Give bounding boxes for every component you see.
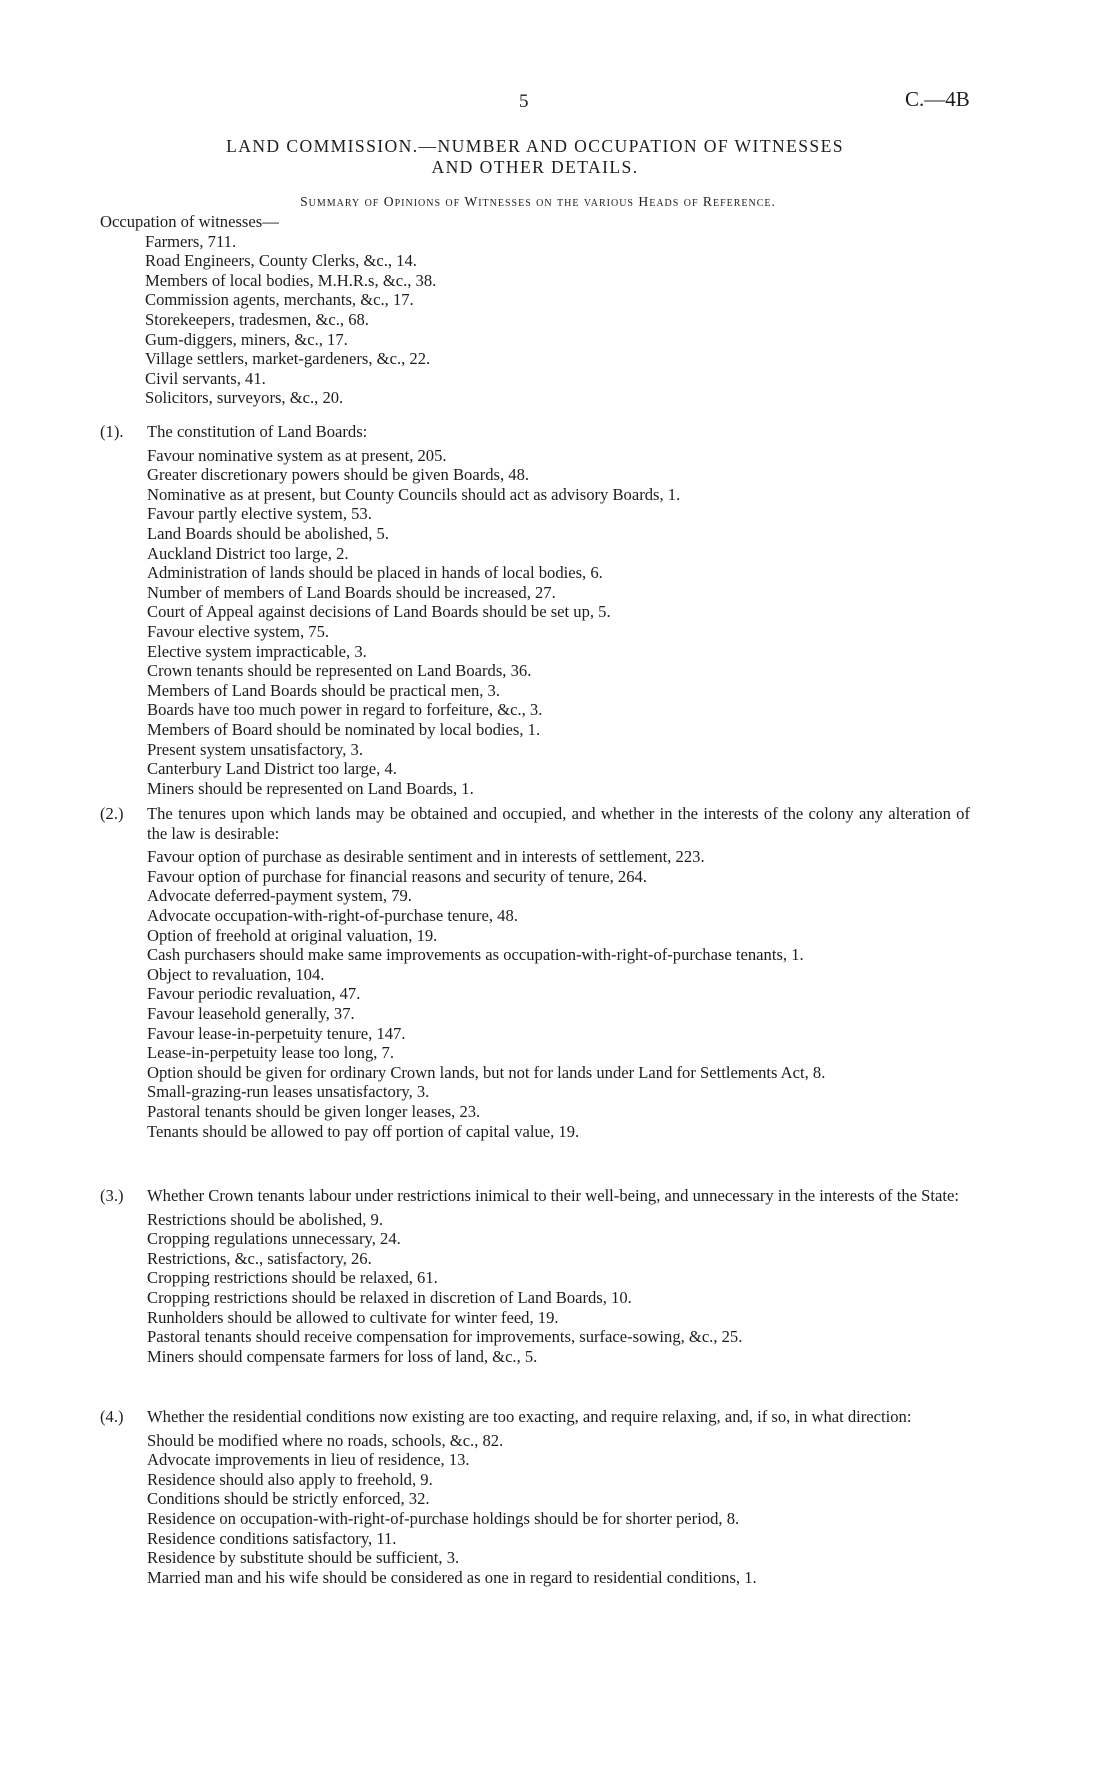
list-item: Farmers, 711.: [145, 231, 237, 251]
list-item: Nominative as at present, but County Councils should act as advisory Boards, 1.: [147, 484, 681, 504]
section-number: (4.): [100, 1407, 124, 1426]
section-question: [100, 1407, 970, 1427]
list-item: Residence by substitute should be sufficient, 3.: [147, 1548, 460, 1568]
list-item: Restrictions, &c., satisfactory, 26.: [147, 1248, 372, 1268]
section-3: [100, 1186, 970, 1366]
list-item: Road Engineers, County Clerks, &c., 14.: [145, 251, 417, 271]
section-1: [100, 422, 970, 798]
section-question: [100, 804, 970, 843]
list-item: Advocate improvements in lieu of residence, 13.: [147, 1450, 470, 1470]
occupation-section: [100, 212, 970, 408]
list-item: Favour option of purchase as desirable sentiment and in interests of settlement, 223.: [147, 847, 705, 867]
list-item: Favour leasehold generally, 37.: [147, 1003, 355, 1023]
list-item: Administration of lands should be placed in hands of local bodies, 6.: [147, 563, 603, 583]
list-item: Elective system impracticable, 3.: [147, 641, 367, 661]
list-item: Lease-in-perpetuity lease too long, 7.: [147, 1043, 394, 1063]
list-item: Storekeepers, tradesmen, &c., 68.: [145, 309, 369, 329]
list-item: Favour partly elective system, 53.: [147, 504, 372, 524]
section-number: (1).: [100, 422, 124, 441]
list-item: Restrictions should be abolished, 9.: [147, 1209, 383, 1229]
subtitle: Summary of Opinions of Witnesses on the various Heads of Reference.: [300, 194, 776, 209]
list-item: Civil servants, 41.: [145, 368, 266, 388]
list-item: Object to revaluation, 104.: [147, 964, 325, 984]
question-text: The constitution of Land Boards:: [147, 422, 368, 441]
section-4: [100, 1407, 970, 1587]
list-item: Number of members of Land Boards should be increased, 27.: [147, 582, 556, 602]
list-item: Present system unsatisfactory, 3.: [147, 739, 363, 759]
list-item: Residence should also apply to freehold, 9.: [147, 1469, 433, 1489]
section-question: [100, 1186, 970, 1206]
list-item: Residence conditions satisfactory, 11.: [147, 1528, 397, 1548]
list-item: Small-grazing-run leases unsatisfactory, 3.: [147, 1082, 430, 1102]
list-item: Greater discretionary powers should be given Boards, 48.: [147, 465, 530, 485]
question-text: Whether Crown tenants labour under restrictions inimical to their well-being, and unnecessary in the interests of the State:: [147, 1186, 959, 1205]
list-item: Miners should compensate farmers for loss of land, &c., 5.: [147, 1346, 538, 1366]
section-number: (2.): [100, 804, 124, 823]
document-reference: C.—4B: [905, 87, 970, 111]
list-item: Conditions should be strictly enforced, 32.: [147, 1489, 430, 1509]
section-2: [100, 804, 970, 1141]
list-item: Pastoral tenants should receive compensation for improvements, surface-sowing, &c., 25.: [147, 1327, 743, 1347]
list-item: Court of Appeal against decisions of Land Boards should be set up, 5.: [147, 602, 611, 622]
list-item: Favour option of purchase for financial reasons and security of tenure, 264.: [147, 866, 647, 886]
occupation-heading: Occupation of witnesses—: [100, 212, 279, 231]
list-item: Members of local bodies, M.H.R.s, &c., 38.: [145, 270, 437, 290]
list-item: Boards have too much power in regard to forfeiture, &c., 3.: [147, 700, 543, 720]
list-item: Commission agents, merchants, &c., 17.: [145, 290, 414, 310]
list-item: Favour elective system, 75.: [147, 621, 330, 641]
list-item: Cropping regulations unnecessary, 24.: [147, 1229, 401, 1249]
list-item: Canterbury Land District too large, 4.: [147, 759, 397, 779]
question-text: Whether the residential conditions now existing are too exacting, and require relaxing, and, if so, in what direction:: [147, 1407, 912, 1426]
list-item: Pastoral tenants should be given longer leases, 23.: [147, 1101, 481, 1121]
list-item: Cash purchasers should make same improvements as occupation-with-right-of-purchase tenants, 1.: [147, 945, 804, 965]
title-line-2: AND OTHER DETAILS.: [431, 157, 639, 177]
list-item: Option should be given for ordinary Crown lands, but not for lands under Land for Settlements Act, 8.: [147, 1062, 826, 1082]
question-text: The tenures upon which lands may be obtained and occupied, and whether in the interests of the colony any alteration of the law is desirable:: [147, 804, 970, 843]
list-item: Members of Land Boards should be practical men, 3.: [147, 680, 500, 700]
list-item: Cropping restrictions should be relaxed in discretion of Land Boards, 10.: [147, 1287, 632, 1307]
list-item: Favour lease-in-perpetuity tenure, 147.: [147, 1023, 406, 1043]
list-item: Tenants should be allowed to pay off portion of capital value, 19.: [147, 1121, 580, 1141]
page-title: [110, 136, 960, 178]
list-item: Favour periodic revaluation, 47.: [147, 984, 361, 1004]
list-item: Land Boards should be abolished, 5.: [147, 523, 389, 543]
list-item: Advocate occupation-with-right-of-purchase tenure, 48.: [147, 905, 518, 925]
page-number: 5: [519, 91, 529, 112]
list-item: Miners should be represented on Land Boards, 1.: [147, 778, 474, 798]
list-item: Cropping restrictions should be relaxed, 61.: [147, 1268, 438, 1288]
list-item: Married man and his wife should be considered as one in regard to residential conditions, 1.: [147, 1567, 757, 1587]
section-number: (3.): [100, 1186, 124, 1205]
list-item: Residence on occupation-with-right-of-purchase holdings should be for shorter period, 8.: [147, 1508, 740, 1528]
list-item: Favour nominative system as at present, 205.: [147, 445, 447, 465]
list-item: Advocate deferred-payment system, 79.: [147, 886, 412, 906]
list-item: Gum-diggers, miners, &c., 17.: [145, 329, 348, 349]
list-item: Runholders should be allowed to cultivate for winter feed, 19.: [147, 1307, 559, 1327]
list-item: Members of Board should be nominated by local bodies, 1.: [147, 719, 541, 739]
title-line-1: LAND COMMISSION.—NUMBER AND OCCUPATION OF WITNESSES: [226, 136, 844, 156]
section-question: [100, 422, 970, 442]
list-item: Should be modified where no roads, schools, &c., 82.: [147, 1430, 504, 1450]
list-item: Solicitors, surveyors, &c., 20.: [145, 388, 344, 408]
list-item: Auckland District too large, 2.: [147, 543, 349, 563]
list-item: Village settlers, market-gardeners, &c., 22.: [145, 349, 431, 369]
list-item: Crown tenants should be represented on Land Boards, 36.: [147, 661, 532, 681]
list-item: Option of freehold at original valuation, 19.: [147, 925, 438, 945]
